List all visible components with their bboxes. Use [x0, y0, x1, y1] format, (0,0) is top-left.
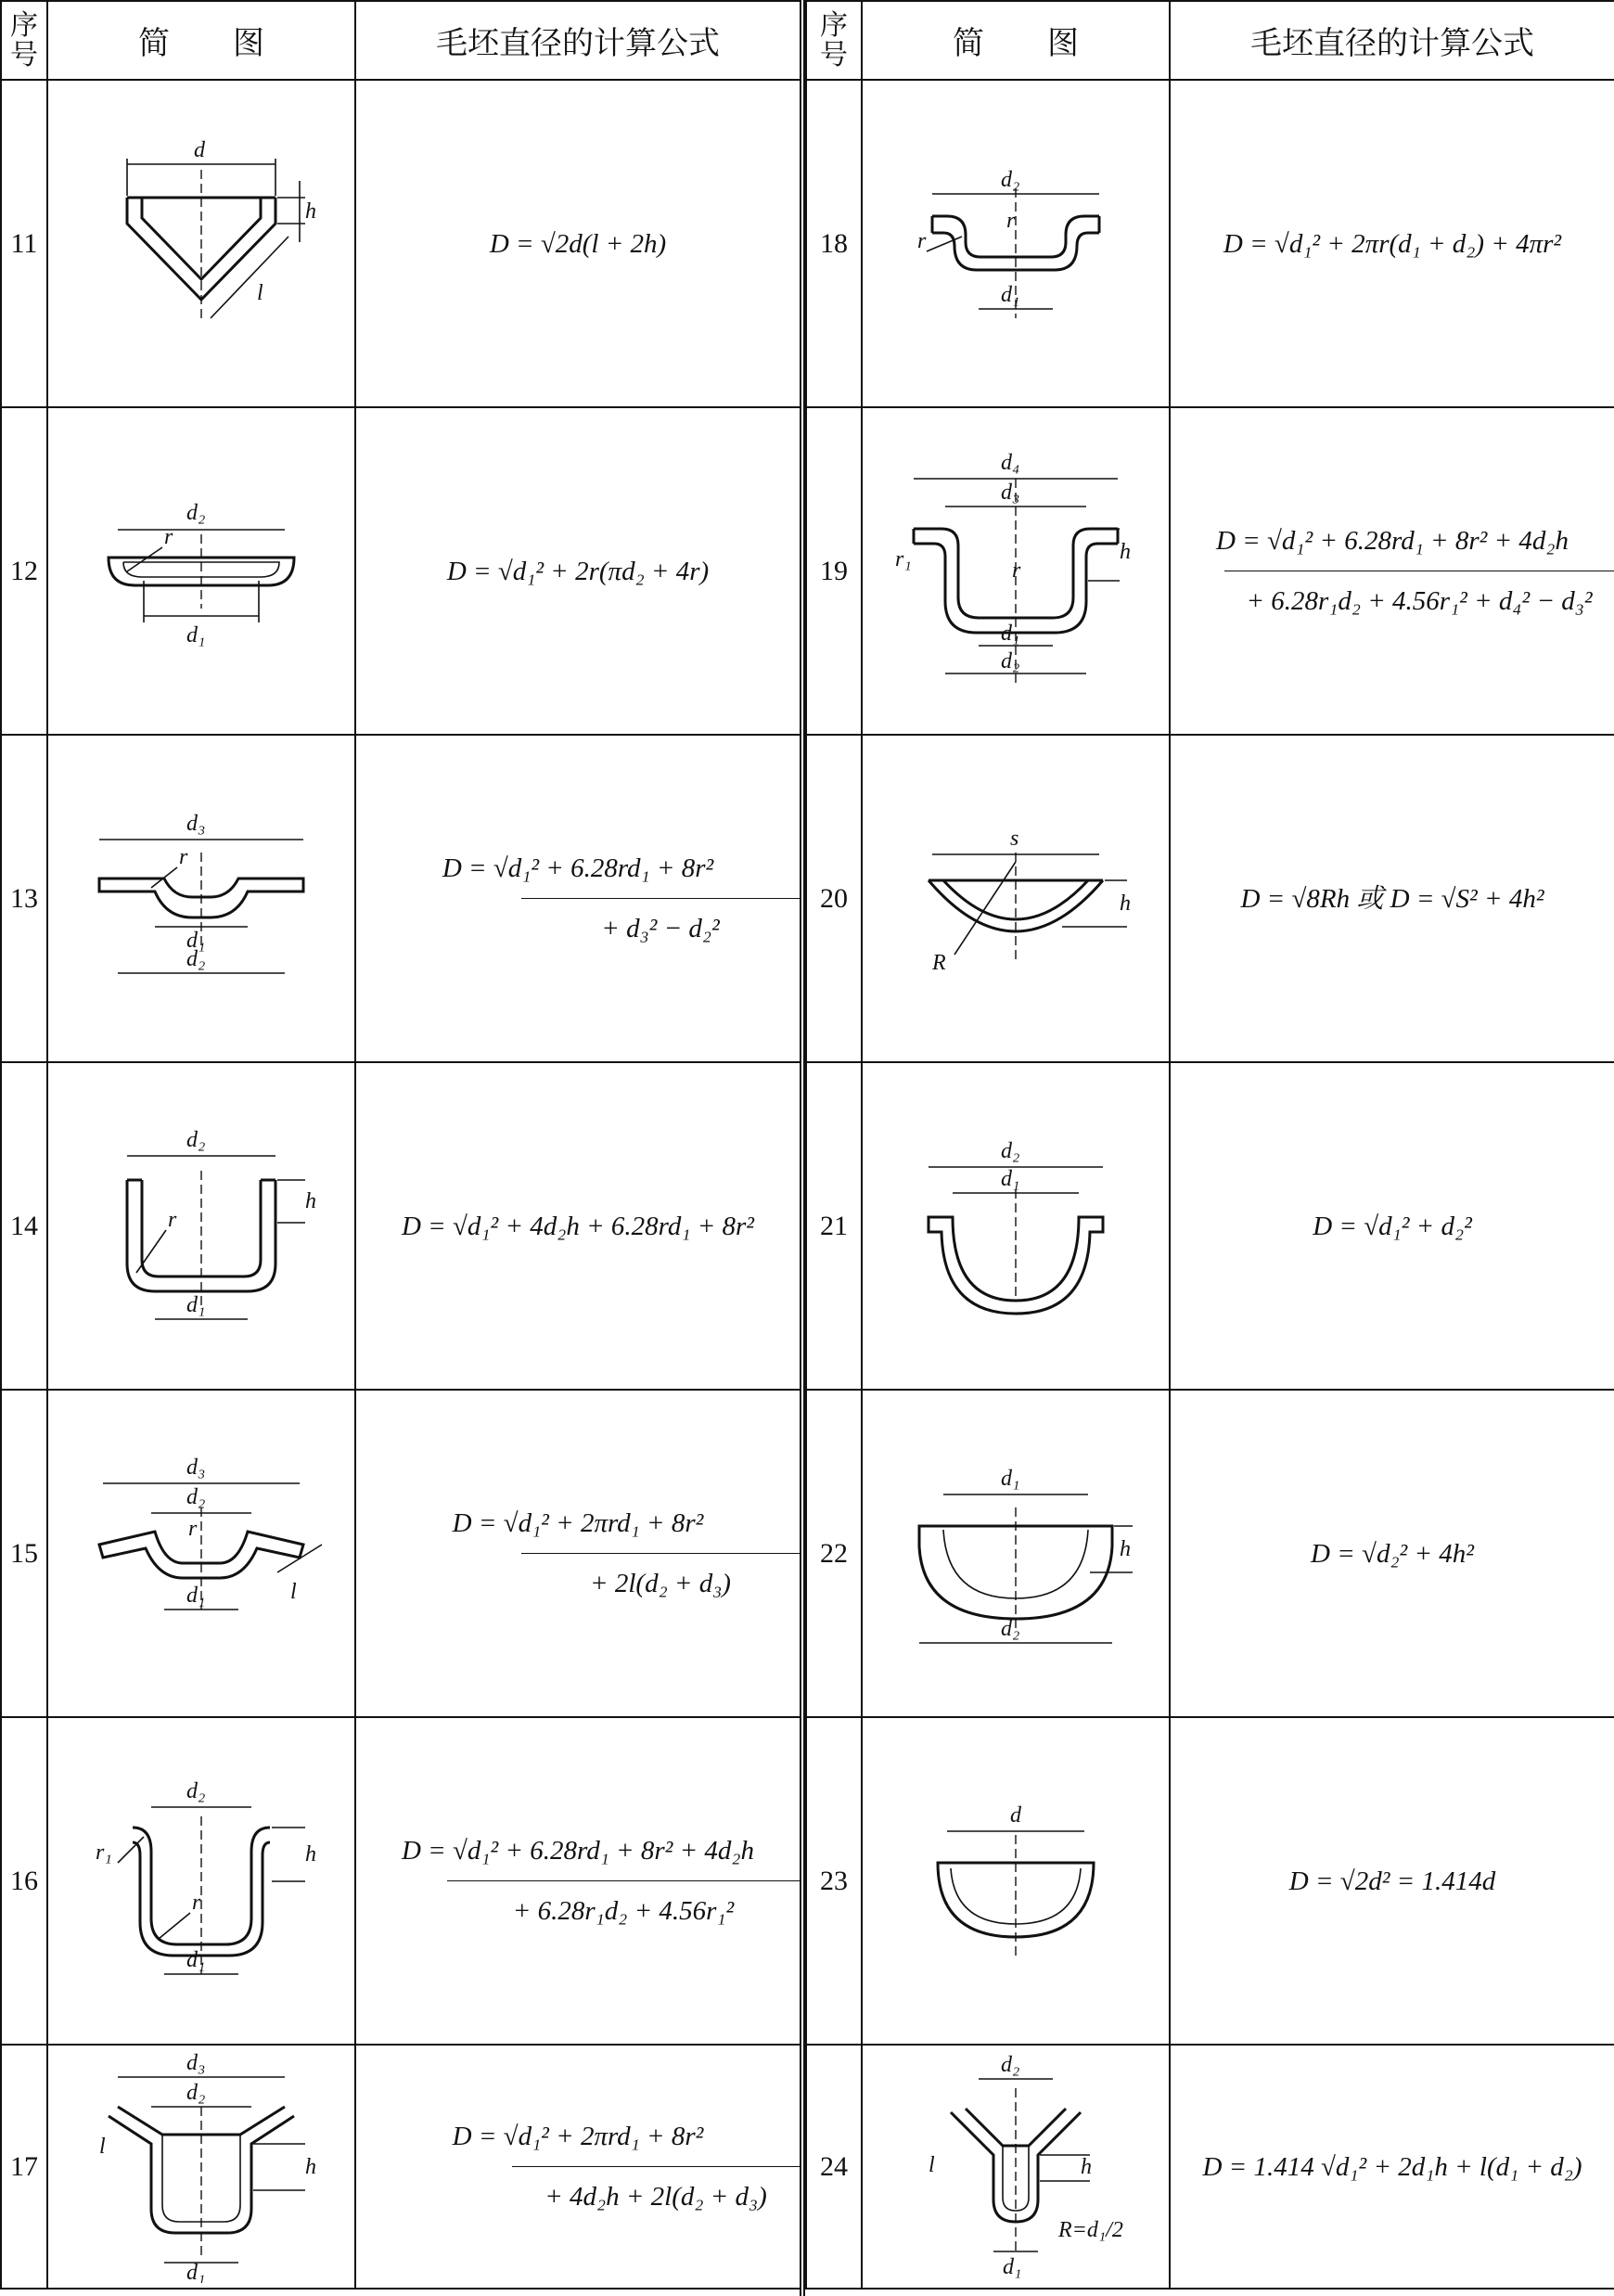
label-h: h	[305, 2154, 316, 2179]
diagram-cylindrical-cup	[62, 1115, 340, 1338]
label-l: l	[99, 2134, 106, 2159]
right-table	[805, 0, 1614, 2290]
formula-cell	[355, 735, 801, 1062]
label-d1: d₁	[186, 622, 206, 648]
header-diagram: 简 图	[47, 1, 355, 80]
formula-cell	[1170, 1062, 1614, 1390]
diagram-cell	[47, 1717, 355, 2045]
label-h: h	[1081, 2154, 1092, 2179]
diagram-shallow-flange-cup	[877, 133, 1155, 355]
label-h: h	[305, 199, 316, 224]
header-formula: 毛坯直径的计算公式	[1170, 1, 1614, 80]
label-h: h	[1120, 539, 1131, 564]
diagram-cell	[47, 735, 355, 1062]
label-d1: d₁	[1003, 2254, 1022, 2279]
label-d1: d₁	[186, 1292, 206, 1317]
label-d3: d₃	[186, 2050, 206, 2075]
label-r: r	[1006, 208, 1016, 233]
formula-cell	[1170, 1390, 1614, 1717]
row-number: 19	[806, 407, 862, 735]
label-r: r	[192, 1890, 201, 1915]
diagram-cell	[862, 407, 1170, 735]
table-row	[1, 1062, 801, 1390]
row-number: 17	[1, 2045, 47, 2289]
row-number: 24	[806, 2045, 862, 2289]
label-l: l	[290, 1579, 297, 1604]
formula-line-2: + d₃² − d₂²	[521, 898, 800, 958]
table-row	[1, 407, 801, 735]
diagram-cell	[862, 2045, 1170, 2289]
label-d2: d₂	[1001, 2052, 1020, 2077]
formula-cell	[355, 2045, 801, 2289]
formula-cell	[355, 407, 801, 735]
formula-line-1: D = √d₁² + 6.28rd₁ + 8r² + 4d₂h	[401, 1836, 755, 1866]
label-d1: d₁	[186, 928, 206, 953]
row-number: 15	[1, 1390, 47, 1717]
label-d1: d₁	[186, 1947, 206, 1972]
formula-line-1: D = √d₁² + 2πrd₁ + 8r²	[452, 2122, 704, 2151]
label-d1: d₁	[1001, 1466, 1020, 1491]
table-row	[806, 1390, 1614, 1717]
header-formula: 毛坯直径的计算公式	[355, 1, 801, 80]
label-d2: d₂	[186, 2080, 206, 2105]
label-r: r	[188, 1516, 198, 1541]
diagram-cell	[862, 80, 1170, 407]
row-number: 14	[1, 1062, 47, 1390]
diagram-cell	[47, 407, 355, 735]
formula-cell	[355, 1390, 801, 1717]
formula-cell	[1170, 80, 1614, 407]
label-d2: d₂	[1001, 167, 1020, 192]
formula-cell	[1170, 1717, 1614, 2045]
formula-line-1: D = √d₁² + 2πr(d₁ + d₂) + 4πr²	[1223, 228, 1562, 259]
label-R: R	[932, 950, 946, 975]
diagram-cell	[862, 735, 1170, 1062]
row-number: 13	[1, 735, 47, 1062]
table-row	[806, 407, 1614, 735]
label-d1: d₁	[1001, 282, 1020, 307]
formula-cell	[355, 80, 801, 407]
label-d1: d₁	[186, 1583, 206, 1608]
label-r: r	[179, 844, 188, 869]
diagram-cell	[47, 1062, 355, 1390]
row-number: 11	[1, 80, 47, 407]
diagram-hemisphere-rim	[877, 1443, 1155, 1665]
header-row	[1, 1, 801, 80]
formula-line-1: D = √d₁² + 4d₂h + 6.28rd₁ + 8r²	[401, 1211, 755, 1241]
label-d1: d₁	[186, 2260, 206, 2283]
diagram-shallow-dish	[62, 460, 340, 683]
table-row	[1, 735, 801, 1062]
label-s: s	[1010, 826, 1019, 851]
formula-cell	[355, 1717, 801, 2045]
label-d: d	[194, 137, 205, 162]
diagram-conical-flange-dish	[62, 1443, 340, 1665]
left-table-half	[0, 0, 800, 2296]
formula-line-1: D = √d₁² + 2πrd₁ + 8r²	[452, 1508, 704, 1538]
diagram-flanged-dish	[62, 788, 340, 1010]
formula-line-1: D = √d₁² + d₂²	[1313, 1211, 1472, 1241]
diagram-deep-flange-cup	[877, 442, 1155, 701]
formula-line-2: + 4d₂h + 2l(d₂ + d₃)	[512, 2166, 800, 2226]
row-number: 20	[806, 735, 862, 1062]
diagram-cell	[47, 2045, 355, 2289]
label-r1: r₁	[895, 546, 912, 571]
diagram-cell	[862, 1717, 1170, 2045]
diagram-cell	[862, 1390, 1170, 1717]
label-d1: d₁	[1001, 1166, 1020, 1191]
diagram-conical-cup	[62, 2051, 340, 2283]
left-table	[0, 0, 801, 2290]
header-seq: 序号	[1, 1, 47, 80]
formula-line-1: D = √d₁² + 6.28rd₁ + 8r² + 4d₂h	[1215, 526, 1569, 556]
table-row	[806, 2045, 1614, 2289]
label-r1: r₁	[96, 1840, 112, 1865]
formula-cell	[1170, 735, 1614, 1062]
header-seq: 序号	[806, 1, 862, 80]
diagram-spherical-segment	[877, 788, 1155, 1010]
diagram-hemisphere	[877, 1770, 1155, 1993]
table-row	[806, 80, 1614, 407]
label-d2: d₂	[1001, 648, 1020, 673]
diagram-conical-tube	[877, 2051, 1155, 2283]
formula-line-1: D = √2d² = 1.414d	[1288, 1866, 1496, 1896]
formula-line-1: D = √8Rh 或 D = √S² + 4h²	[1240, 883, 1544, 914]
label-d2: d₂	[186, 1778, 206, 1803]
formula-line-1: D = 1.414 √d₁² + 2d₁h + l(d₁ + d₂)	[1202, 2151, 1582, 2182]
formula-line-1: D = √d₁² + 2r(πd₂ + 4r)	[446, 556, 710, 586]
label-d3: d₃	[186, 1455, 206, 1480]
formula-cell	[1170, 2045, 1614, 2289]
formula-line-2: + 6.28r₁d₂ + 4.56r₁² + d₄² − d₃²	[1224, 571, 1614, 631]
diagram-v-shell	[62, 133, 340, 355]
label-d2: d₂	[1001, 1616, 1020, 1641]
header-row	[806, 1, 1614, 80]
label-r: r	[164, 524, 173, 549]
table-row	[806, 735, 1614, 1062]
row-number: 16	[1, 1717, 47, 2045]
label-d3: d₃	[1001, 480, 1020, 505]
label-h: h	[1120, 1536, 1131, 1561]
diagram-flared-cup	[62, 1770, 340, 1993]
label-d2: d₂	[1001, 1138, 1020, 1163]
label-d2: d₂	[186, 946, 206, 971]
formula-line-1: D = √2d(l + 2h)	[489, 228, 667, 259]
formula-line-2: + 2l(d₂ + d₃)	[521, 1553, 800, 1613]
row-number: 21	[806, 1062, 862, 1390]
table-row	[806, 1062, 1614, 1390]
diagram-cell	[47, 1390, 355, 1717]
formula-line-2: + 6.28r₁d₂ + 4.56r₁²	[447, 1880, 800, 1941]
label-d3: d₃	[186, 811, 206, 836]
diagram-cell	[862, 1062, 1170, 1390]
diagram-cell	[47, 80, 355, 407]
label-d: d	[1010, 1802, 1021, 1828]
table-row	[1, 1717, 801, 2045]
row-number: 23	[806, 1717, 862, 2045]
formula-cell	[355, 1062, 801, 1390]
label-l: l	[929, 2152, 935, 2177]
label-l: l	[257, 280, 263, 305]
label-h: h	[1120, 891, 1131, 916]
label-d2: d₂	[186, 1127, 206, 1152]
formula-cell	[1170, 407, 1614, 735]
table-row	[1, 80, 801, 407]
row-number: 22	[806, 1390, 862, 1717]
row-number: 12	[1, 407, 47, 735]
label-r: r	[1012, 558, 1021, 583]
table-row	[1, 1390, 801, 1717]
formula-line-1: D = √d₁² + 6.28rd₁ + 8r²	[442, 853, 714, 883]
table-row	[806, 1717, 1614, 2045]
label-d1: d₁	[1001, 621, 1020, 646]
label-d2: d₂	[186, 1484, 206, 1509]
label-r-outer: r	[917, 228, 927, 253]
label-d2: d₂	[186, 500, 206, 525]
right-table-half	[805, 0, 1614, 2296]
label-d4: d₄	[1001, 450, 1020, 475]
row-number: 18	[806, 80, 862, 407]
diagram-hemisphere-flange	[877, 1115, 1155, 1338]
table-row	[1, 2045, 801, 2289]
label-R-half: R=d₁/2	[1058, 2217, 1123, 2242]
label-r: r	[168, 1207, 177, 1232]
label-h: h	[305, 1841, 316, 1866]
formula-line-1: D = √d₂² + 4h²	[1311, 1538, 1474, 1569]
label-h: h	[305, 1188, 316, 1213]
header-diagram: 简 图	[862, 1, 1170, 80]
